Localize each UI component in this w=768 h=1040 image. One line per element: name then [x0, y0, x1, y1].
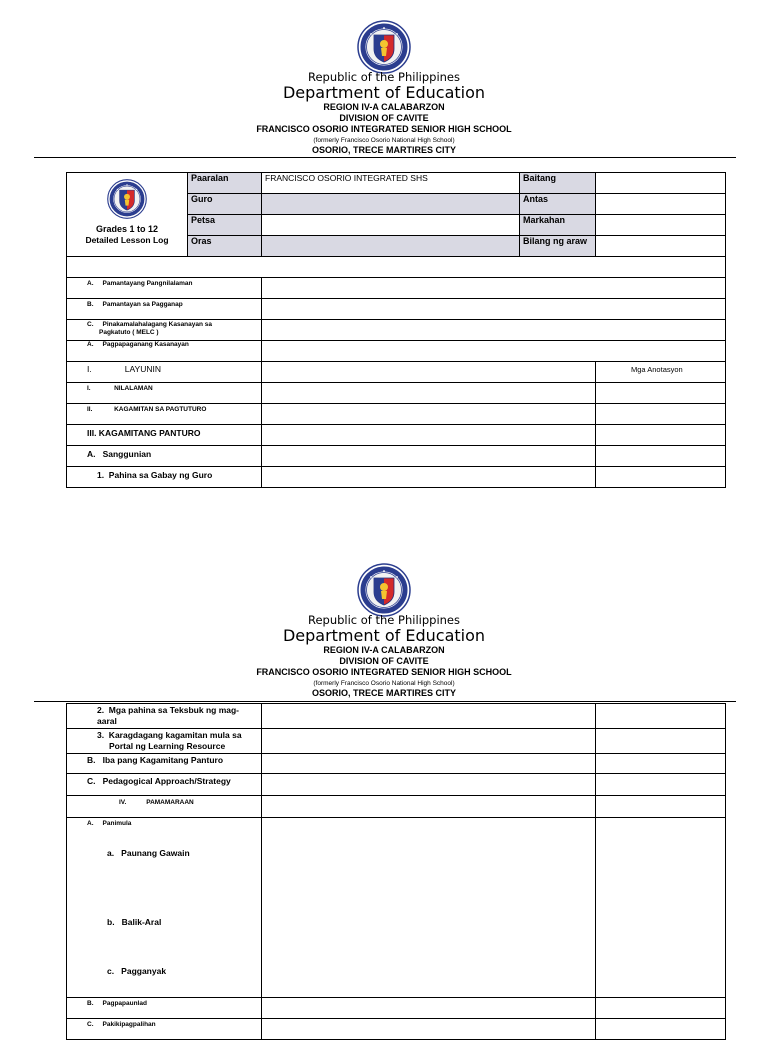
antas-label: Antas	[520, 194, 596, 215]
blank-row	[67, 257, 726, 278]
melc-line-2: Pagkatuto ( MELC )	[99, 329, 159, 336]
cell-teksbuk[interactable]	[262, 704, 596, 729]
row-pagpapaunlad: B. Pagpapaunlad	[67, 998, 262, 1019]
panimula-label: A. Panimula	[87, 820, 132, 827]
anotasyon-pakikipagpalihan[interactable]	[596, 1019, 726, 1040]
oras-value[interactable]	[262, 236, 520, 257]
cell-melc[interactable]	[262, 320, 726, 341]
deped-seal-icon	[357, 20, 411, 74]
baitang-value[interactable]	[596, 173, 726, 194]
division-text: DIVISION OF CAVITE	[339, 656, 429, 666]
header-divider	[34, 157, 736, 158]
cell-iba-pang-kagamitan[interactable]	[262, 754, 596, 774]
row-teksbuk	[67, 704, 262, 729]
cell-kagamitang-panturo[interactable]	[262, 425, 596, 446]
cell-panimula[interactable]	[262, 818, 596, 998]
antas-value[interactable]	[596, 194, 726, 215]
bilang-label: Bilang ng araw	[520, 236, 596, 257]
cell-pagpapaganang-kasanayan[interactable]	[262, 341, 726, 362]
department-title: Department of Education	[282, 83, 486, 102]
deped-seal-icon	[107, 179, 147, 219]
division-text: DIVISION OF CAVITE	[339, 113, 429, 123]
cell-nilalaman[interactable]	[262, 383, 596, 404]
portal-line-1: 3. Karagdagang kagamitan mula sa	[97, 730, 242, 740]
lesson-log-logo-cell	[67, 173, 188, 257]
logo-caption-dll: Detailed Lesson Log	[85, 235, 169, 245]
anotasyon-iba-pang-kagamitan[interactable]	[596, 754, 726, 774]
cell-pamantayang-pangnilalaman[interactable]	[262, 278, 726, 299]
teksbuk-line-2: aaral	[97, 716, 117, 726]
anotasyon-panimula[interactable]	[596, 818, 726, 998]
cell-portal-lr[interactable]	[262, 729, 596, 754]
guro-value[interactable]	[262, 194, 520, 215]
school-name: FRANCISCO OSORIO INTEGRATED SENIOR HIGH SCHOOL	[256, 667, 512, 677]
lesson-procedure-table	[66, 703, 726, 1040]
row-pamantayan-sa-pagganap: B. Pamantayan sa Pagganap	[67, 299, 262, 320]
anotasyon-nilalaman[interactable]	[596, 383, 726, 404]
row-panimula	[67, 818, 262, 998]
logo-caption-grades: Grades 1 to 12	[95, 224, 159, 234]
row-kagamitang-panturo: III. KAGAMITANG PANTURO	[67, 425, 262, 446]
cell-layunin[interactable]	[262, 362, 596, 383]
paaralan-value[interactable]: FRANCISCO OSORIO INTEGRATED SHS	[262, 173, 520, 194]
paaralan-label: Paaralan	[188, 173, 262, 194]
republic-text: Republic of the Philippines	[307, 70, 461, 84]
anotasyon-sanggunian[interactable]	[596, 446, 726, 467]
school-name: FRANCISCO OSORIO INTEGRATED SENIOR HIGH SCHOOL	[256, 124, 512, 134]
anotasyon-kagamitang-panturo[interactable]	[596, 425, 726, 446]
markahan-label: Markahan	[520, 215, 596, 236]
cell-pakikipagpalihan[interactable]	[262, 1019, 596, 1040]
anotasyon-pagpapaunlad[interactable]	[596, 998, 726, 1019]
anotasyon-teksbuk[interactable]	[596, 704, 726, 729]
teksbuk-line-1: 2. Mga pahina sa Teksbuk ng mag-	[97, 705, 240, 715]
cell-pedagogical-approach[interactable]	[262, 774, 596, 796]
row-nilalaman: I. NILALAMAN	[67, 383, 262, 404]
city-text: OSORIO, TRECE MARTIRES CITY	[311, 145, 456, 155]
markahan-value[interactable]	[596, 215, 726, 236]
anotasyon-portal-lr[interactable]	[596, 729, 726, 754]
pagganyak-label: c. Pagganyak	[107, 966, 167, 976]
cell-pahina-gabay-guro[interactable]	[262, 467, 596, 488]
balik-aral-label: b. Balik-Aral	[107, 917, 162, 927]
cell-pagpapaunlad[interactable]	[262, 998, 596, 1019]
mga-anotasyon-header: Mga Anotasyon	[596, 362, 726, 383]
anotasyon-pedagogical-approach[interactable]	[596, 774, 726, 796]
row-pakikipagpalihan: C. Pakikipagpalihan	[67, 1019, 262, 1040]
header-divider	[34, 701, 736, 702]
row-layunin: I. LAYUNIN	[67, 362, 262, 383]
paunang-gawain-label: a. Paunang Gawain	[107, 848, 190, 858]
row-iba-pang-kagamitan: B. Iba pang Kagamitang Panturo	[67, 754, 262, 774]
lesson-content-table	[66, 256, 726, 488]
row-pagpapaganang-kasanayan: A. Pagpapaganang Kasanayan	[67, 341, 262, 362]
baitang-label: Baitang	[520, 173, 596, 194]
department-title: Department of Education	[282, 626, 486, 645]
melc-line-1: C. Pinakamalahalagang Kasanayan sa	[87, 321, 213, 328]
anotasyon-pamamaraan[interactable]	[596, 796, 726, 818]
region-text: REGION IV-A CALABARZON	[323, 645, 445, 655]
cell-kagamitan-sa-pagtuturo[interactable]	[262, 404, 596, 425]
cell-sanggunian[interactable]	[262, 446, 596, 467]
anotasyon-pahina-gabay-guro[interactable]	[596, 467, 726, 488]
row-pedagogical-approach: C. Pedagogical Approach/Strategy	[67, 774, 262, 796]
row-portal-lr	[67, 729, 262, 754]
anotasyon-kagamitan[interactable]	[596, 404, 726, 425]
guro-label: Guro	[188, 194, 262, 215]
deped-seal-icon	[357, 563, 411, 617]
row-sanggunian: A. Sanggunian	[67, 446, 262, 467]
row-pamantayang-pangnilalaman: A. Pamantayang Pangnilalaman	[67, 278, 262, 299]
petsa-label: Petsa	[188, 215, 262, 236]
city-text: OSORIO, TRECE MARTIRES CITY	[311, 688, 456, 698]
republic-text: Republic of the Philippines	[307, 613, 461, 627]
cell-pamamaraan[interactable]	[262, 796, 596, 818]
formerly-text: (formerly Francisco Osorio National High School)	[313, 137, 455, 144]
row-pamamaraan: IV. PAMAMARAAN	[67, 796, 262, 818]
row-melc	[67, 320, 262, 341]
row-kagamitan-sa-pagtuturo: II. KAGAMITAN SA PAGTUTURO	[67, 404, 262, 425]
region-text: REGION IV-A CALABARZON	[323, 102, 445, 112]
formerly-text: (formerly Francisco Osorio National High School)	[313, 680, 455, 687]
oras-label: Oras	[188, 236, 262, 257]
lesson-info-table	[66, 172, 726, 257]
row-pahina-gabay-guro: 1. Pahina sa Gabay ng Guro	[67, 467, 262, 488]
petsa-value[interactable]	[262, 215, 520, 236]
bilang-value[interactable]	[596, 236, 726, 257]
cell-pamantayan-sa-pagganap[interactable]	[262, 299, 726, 320]
portal-line-2: Portal ng Learning Resource	[109, 741, 226, 751]
